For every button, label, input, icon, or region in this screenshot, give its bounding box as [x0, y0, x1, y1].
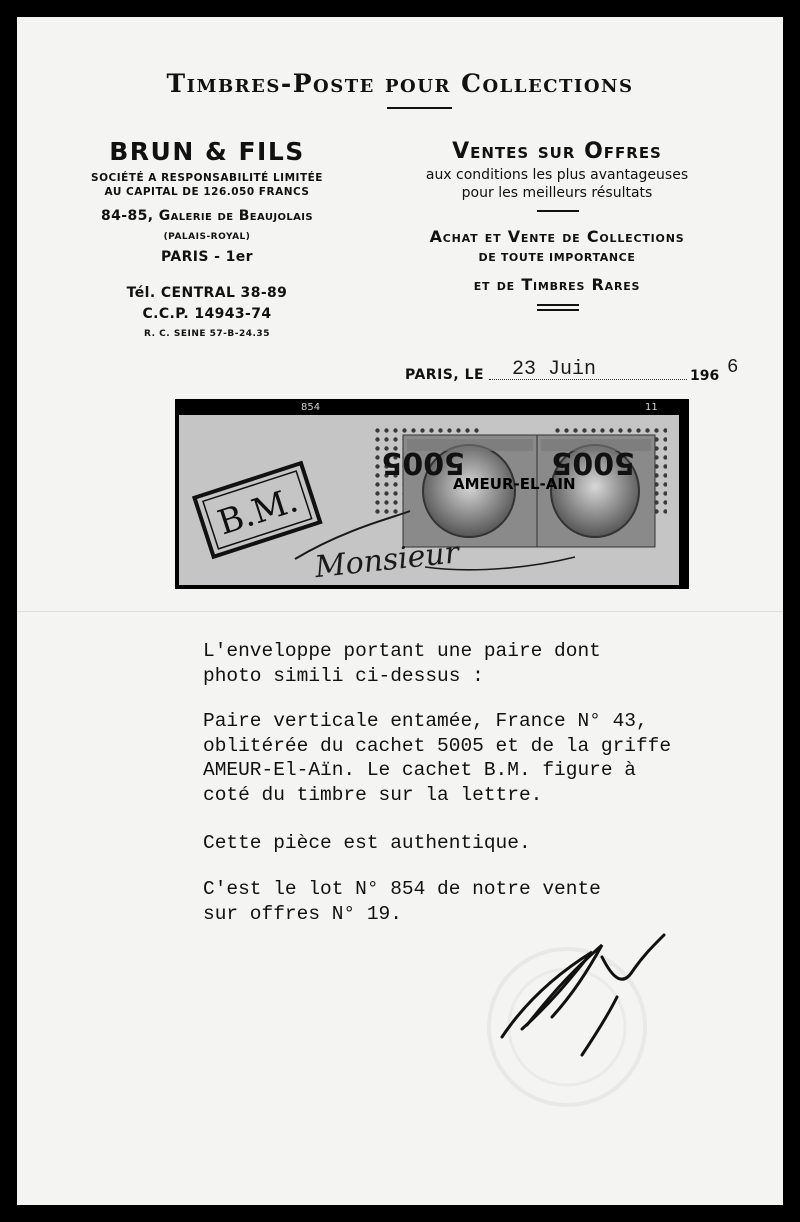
numeral-cachet-left: 5005 — [381, 445, 465, 480]
company-registry: R. C. SEINE 57-B-24.35 — [144, 329, 270, 339]
lot-number-mark: 854 — [301, 402, 321, 413]
sales-heading: Ventes sur Offres — [452, 139, 662, 164]
intro-paragraph: L'enveloppe portant une paire dont photo simili ci-dessus : — [203, 640, 601, 687]
double-rule-bottom — [537, 309, 579, 311]
date-place-label: PARIS, LE — [405, 367, 485, 383]
address-script: Monsieur — [313, 535, 461, 586]
company-city: PARIS - 1er — [161, 249, 253, 265]
company-address: 84-85, Galerie de Beaujolais — [100, 208, 314, 224]
embossed-seal — [489, 949, 645, 1105]
date-year-digit: 6 — [727, 356, 739, 378]
stamp-photo — [175, 399, 689, 589]
purchase-heading: Achat et Vente de Collections — [429, 227, 685, 246]
numeral-cachet-right: 5005 — [551, 445, 635, 480]
date-year-prefix: 196 — [690, 368, 720, 384]
purchase-subline: DE TOUTE IMPORTANCE — [478, 251, 636, 264]
double-rule-top — [537, 304, 579, 306]
company-type: SOCIÉTÉ A RESPONSABILITÉ LIMITÉE — [91, 172, 323, 184]
griffe-cachet: AMEUR-EL-AIN — [453, 475, 576, 493]
title-underline — [387, 107, 452, 109]
date-day-month: 23 Juin — [512, 358, 597, 381]
company-capital: AU CAPITAL DE 126.050 FRANCS — [104, 186, 310, 198]
company-address-note: (PALAIS-ROYAL) — [163, 232, 251, 242]
authenticity-statement: Cette pièce est authentique. — [203, 832, 531, 854]
section-divider — [537, 210, 579, 212]
description-paragraph: Paire verticale entamée, France N° 43, oblitérée du cachet 5005 et de la griffe AMEUR-El-Aïn. Le cachet B.M. figure à coté du timbre sur la lettre. — [203, 710, 672, 806]
rare-stamps-heading: et de Timbres Rares — [473, 275, 641, 294]
sales-line-1: aux conditions les plus avantageuses — [425, 167, 689, 183]
firm-name: BRUN & FILS — [109, 137, 305, 166]
company-phone: Tél. CENTRAL 38-89 — [126, 285, 288, 301]
certificate-page — [17, 17, 783, 1205]
corner-mark: 11 — [645, 402, 658, 413]
fold-line — [17, 611, 783, 612]
letterhead-title: Timbres-Poste pour Collections — [166, 69, 634, 98]
certificate-body — [203, 639, 672, 925]
stamp-photo-image — [175, 399, 689, 589]
company-postal-account: C.C.P. 14943-74 — [142, 306, 272, 322]
sales-line-2: pour les meilleurs résultats — [461, 185, 653, 201]
lot-reference-paragraph: C'est le lot N° 854 de notre vente sur offres N° 19. — [203, 878, 601, 925]
bm-cachet-text: B.M. — [213, 480, 303, 544]
signature-and-seal — [482, 917, 682, 1117]
